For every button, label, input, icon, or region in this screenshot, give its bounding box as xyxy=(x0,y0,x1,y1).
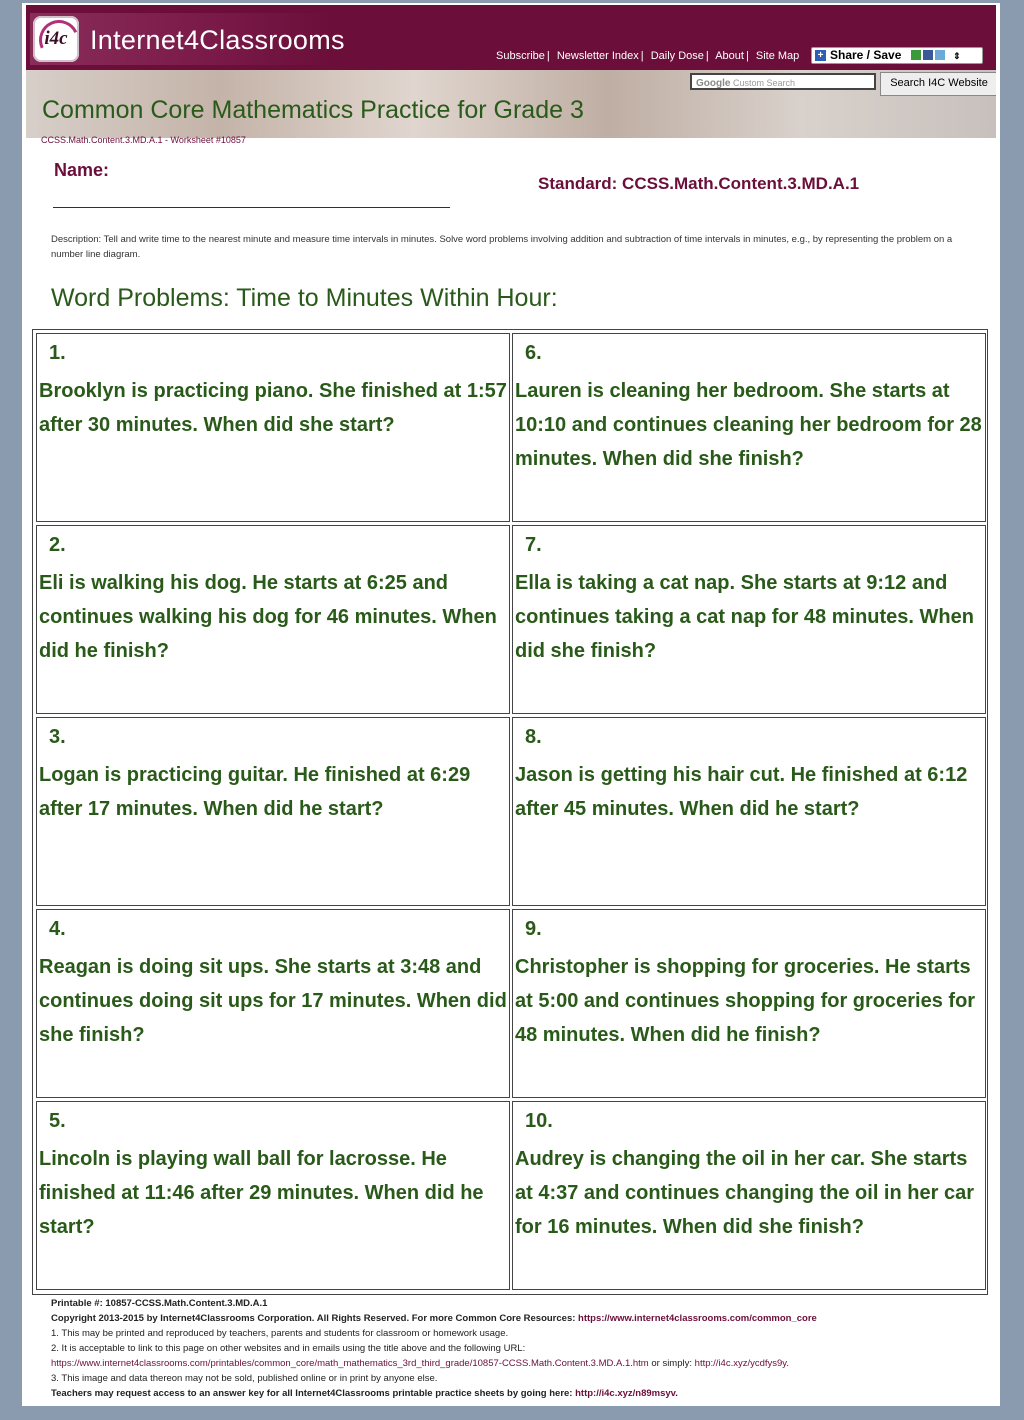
copyright xyxy=(51,1311,981,1326)
breadcrumb: CCSS.Math.Content.3.MD.A.1 - Worksheet #10857 xyxy=(41,135,246,145)
problem-cell xyxy=(512,333,986,522)
share-save-label: Share / Save xyxy=(830,48,902,62)
problem-text: Reagan is doing sit ups. She starts at 3:48 and continues doing sit ups for 17 minutes. When did she finish? xyxy=(39,956,507,1046)
chevron-updown-icon: ⇕ xyxy=(953,51,961,61)
search-brand: Google xyxy=(696,78,731,89)
problem-text: Lauren is cleaning her bedroom. She starts at 10:10 and continues cleaning her bedroom for 28 minutes. When did she finish? xyxy=(515,380,982,470)
answer-key-note xyxy=(51,1386,981,1401)
printable-number: Printable #: 10857-CCSS.Math.Content.3.MD.A.1 xyxy=(51,1298,268,1309)
problem-cell xyxy=(36,525,510,714)
nav-separator: | xyxy=(640,50,644,62)
answer-key-text: Teachers may request access to an answer key for all Internet4Classrooms printable practice sheets by going here: xyxy=(51,1388,576,1399)
answer-key-link[interactable]: http://i4c.xyz/n89msyv xyxy=(575,1388,676,1399)
worksheet-page xyxy=(22,3,1000,1406)
nav-separator: | xyxy=(745,50,749,62)
problem-number: 7. xyxy=(525,534,542,556)
nav-about[interactable]: About xyxy=(715,50,744,62)
problem-number: 3. xyxy=(49,726,66,748)
problem-cell xyxy=(512,1101,986,1290)
problem-cell xyxy=(36,333,510,522)
problem-number: 6. xyxy=(525,342,542,364)
description: Description: Tell and write time to the nearest minute and measure time intervals in minutes. Solve word problems involving addition and subtraction of time intervals in minutes, e.g., by representing the problem on a number line diagram. xyxy=(51,234,953,260)
problem-text: Ella is taking a cat nap. She starts at 9:12 and continues taking a cat nap for 48 minutes. When did she finish? xyxy=(515,572,974,662)
problem-number: 10. xyxy=(525,1110,553,1132)
problem-number: 5. xyxy=(49,1110,66,1132)
page-title: Common Core Mathematics Practice for Grade 3 xyxy=(42,96,584,124)
logo-badge-text: i4c xyxy=(44,28,68,49)
usage-line-3: 3. This image and data thereon may not be sold, published online or in print by anyone else. xyxy=(51,1373,438,1384)
logo-badge-icon xyxy=(33,16,79,62)
name-label: Name: xyxy=(54,160,110,180)
problem-cell xyxy=(512,525,986,714)
copyright-text: Copyright 2013-2015 by Internet4Classrooms Corporation. All Rights Reserved. For more Common Core Resources: xyxy=(51,1313,579,1324)
share-save-button[interactable] xyxy=(811,47,983,64)
usage-line-1: 1. This may be printed and reproduced by teachers, parents and students for classroom or homework usage. xyxy=(51,1328,509,1339)
url-end: . xyxy=(786,1358,789,1369)
site-header xyxy=(26,5,996,70)
problem-number: 4. xyxy=(49,918,66,940)
nav-separator: | xyxy=(546,50,550,62)
problem-cell xyxy=(512,909,986,1098)
title-banner xyxy=(26,70,996,138)
share-plus-icon: + xyxy=(815,50,826,61)
email-share-icon xyxy=(911,50,921,60)
problem-cell xyxy=(36,717,510,906)
facebook-icon xyxy=(923,50,933,60)
section-title: Word Problems: Time to Minutes Within Hour: xyxy=(51,284,558,312)
top-navigation xyxy=(496,50,799,62)
worksheet-url xyxy=(51,1356,981,1371)
problem-text: Logan is practicing guitar. He finished at 6:29 after 17 minutes. When did he start? xyxy=(39,764,471,820)
problem-number: 2. xyxy=(49,534,66,556)
problem-number: 9. xyxy=(525,918,542,940)
common-core-link[interactable]: https://www.internet4classrooms.com/common_core xyxy=(578,1313,817,1324)
search-button[interactable]: Search I4C Website xyxy=(880,72,996,96)
answer-key-end: . xyxy=(675,1388,678,1399)
nav-daily-dose[interactable]: Daily Dose xyxy=(650,50,704,62)
problem-text: Eli is walking his dog. He starts at 6:25 and continues walking his dog for 46 minutes. When did he finish? xyxy=(39,572,497,662)
standard-label: Standard: CCSS.Math.Content.3.MD.A.1 xyxy=(538,174,860,193)
problem-cell xyxy=(512,717,986,906)
problem-text: Christopher is shopping for groceries. He starts at 5:00 and continues shopping for groceries for 48 minutes. When did he finish? xyxy=(515,956,976,1046)
problem-text: Lincoln is playing wall ball for lacrosse. He finished at 11:46 after 29 minutes. When did he start? xyxy=(39,1148,484,1238)
problems-table xyxy=(32,329,988,1295)
search-input[interactable] xyxy=(690,73,876,90)
footer xyxy=(51,1296,981,1401)
worksheet-long-link[interactable]: https://www.internet4classrooms.com/printables/common_core/math_mathematics_3rd_third_grade/10857-CCSS.Math.Content.3.MD.A.1.htm xyxy=(51,1358,649,1369)
worksheet-short-link[interactable]: http://i4c.xyz/ycdfys9y xyxy=(694,1358,787,1369)
site-logo[interactable] xyxy=(30,13,345,65)
usage-line-2: 2. It is acceptable to link to this page on other websites and in emails using the title above and the following URL: xyxy=(51,1343,526,1354)
twitter-icon xyxy=(935,50,945,60)
problem-cell xyxy=(36,1101,510,1290)
problem-text: Audrey is changing the oil in her car. She starts at 4:37 and continues changing the oil in her car for 16 minutes. When did she finish? xyxy=(515,1148,974,1238)
nav-subscribe[interactable]: Subscribe xyxy=(496,50,545,62)
nav-site-map[interactable]: Site Map xyxy=(755,50,800,62)
problem-text: Jason is getting his hair cut. He finished at 6:12 after 45 minutes. When did he start? xyxy=(515,764,968,820)
problem-number: 1. xyxy=(49,342,66,364)
problem-cell xyxy=(36,909,510,1098)
url-or-text: or simply: xyxy=(648,1358,695,1369)
problem-number: 8. xyxy=(525,726,542,748)
nav-separator: | xyxy=(705,50,709,62)
search-placeholder: Custom Search xyxy=(732,78,795,88)
problem-text: Brooklyn is practicing piano. She finished at 1:57 after 30 minutes. When did she start? xyxy=(39,380,507,436)
nav-newsletter-index[interactable]: Newsletter Index xyxy=(556,50,639,62)
logo-text: Internet4Classrooms xyxy=(90,25,345,55)
name-line xyxy=(53,207,450,208)
